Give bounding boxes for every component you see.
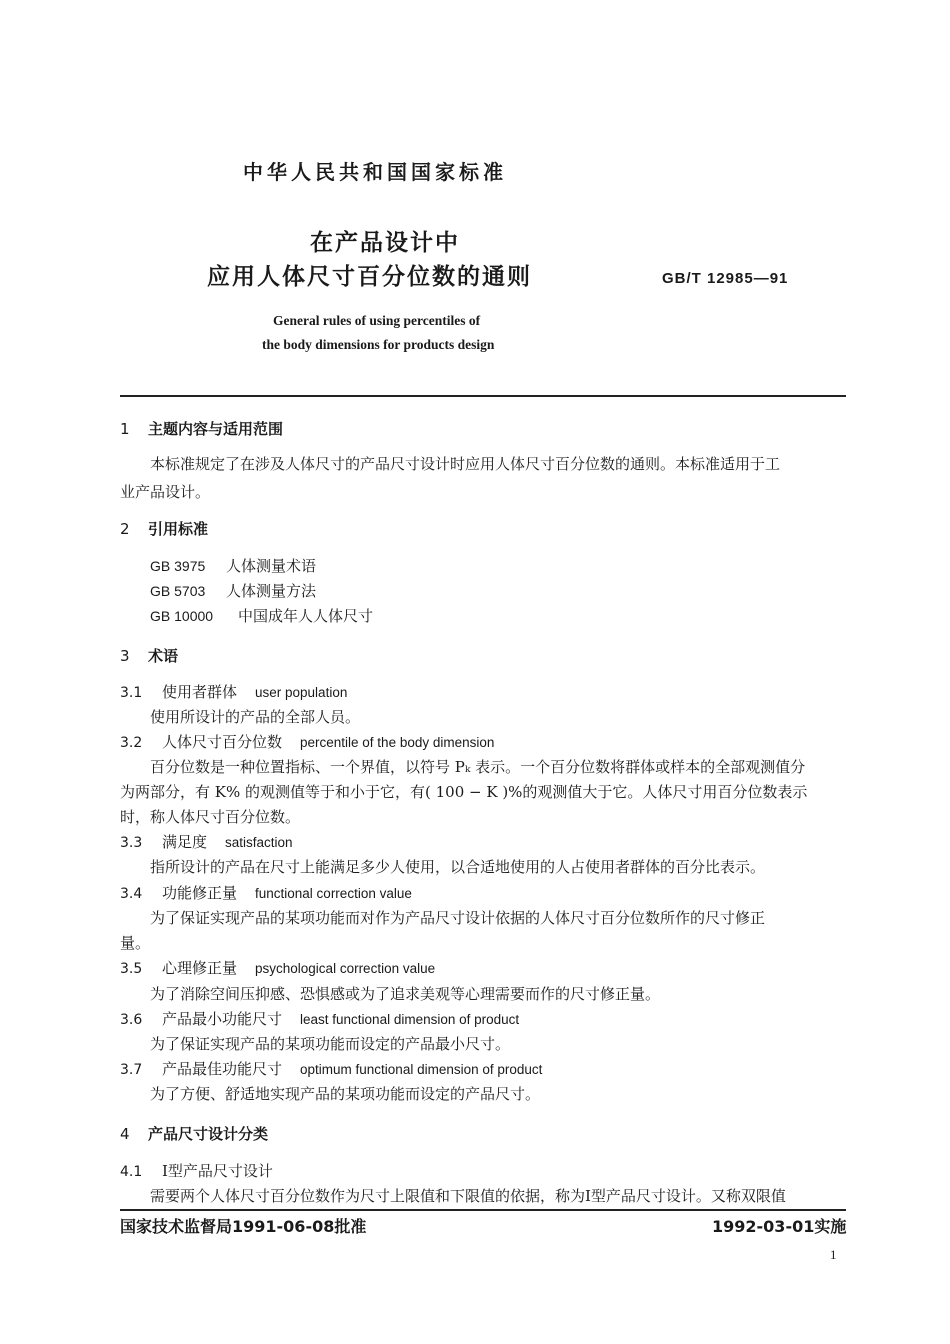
reference-name: 人体测量术语	[226, 557, 317, 575]
term-number: 3.5	[120, 961, 143, 977]
term-chinese: 产品最小功能尺寸	[162, 1010, 283, 1028]
section-number: 3	[120, 647, 130, 665]
term-definition: 为了保证实现产品的某项功能而对作为产品尺寸设计依据的人体尺寸百分位数所作的尺寸修正	[150, 909, 766, 927]
term-definition: 时，称人体尺寸百分位数。	[120, 808, 301, 826]
term-chinese: 心理修正量	[162, 959, 238, 977]
term-number: 3.6	[120, 1012, 143, 1028]
term-definition: 使用所设计的产品的全部人员。	[150, 708, 361, 726]
term-entry	[120, 882, 412, 903]
term-chinese: 人体尺寸百分位数	[162, 733, 283, 751]
title-line-2: 应用人体尺寸百分位数的通则	[207, 264, 532, 290]
section-number: 4	[120, 1125, 130, 1143]
page-number: 1	[830, 1247, 837, 1262]
approval-statement: 国家技术监督局1991-06-08批准	[120, 1217, 367, 1236]
footer-divider	[120, 1209, 846, 1211]
section-1-heading	[120, 418, 283, 439]
subsection-title: Ⅰ型产品尺寸设计	[162, 1162, 273, 1180]
section-1-paragraph-line-2: 业产品设计。	[120, 483, 211, 501]
english-title-line-2: the body dimensions for products design	[262, 337, 495, 352]
section-title: 产品尺寸设计分类	[148, 1125, 269, 1143]
term-english: psychological correction value	[255, 961, 436, 976]
reference-item	[150, 555, 316, 576]
reference-name: 人体测量方法	[226, 582, 317, 600]
section-number: 1	[120, 420, 130, 438]
term-english: percentile of the body dimension	[300, 735, 495, 750]
section-title: 引用标准	[148, 520, 209, 538]
section-3-heading	[120, 645, 178, 666]
term-english: least functional dimension of product	[300, 1012, 520, 1027]
section-4-heading	[120, 1123, 268, 1144]
implementation-date: 1992-03-01实施	[712, 1217, 847, 1236]
standard-code: GB/T 12985—91	[662, 270, 789, 287]
term-chinese: 满足度	[162, 833, 208, 851]
section-title: 主题内容与适用范围	[148, 420, 284, 438]
term-entry	[120, 681, 347, 702]
term-definition: 百分位数是一种位置指标、一个界值，以符号 Pₖ 表示。一个百分位数将群体或样本的全部观测值分	[150, 758, 806, 776]
reference-item	[150, 580, 316, 601]
term-english: optimum functional dimension of product	[300, 1062, 543, 1077]
subsection-number: 4.1	[120, 1164, 143, 1180]
term-number: 3.1	[120, 685, 143, 701]
term-definition: 指所设计的产品在尺寸上能满足多少人使用，以合适地使用的人占使用者群体的百分比表示。	[150, 858, 766, 876]
term-number: 3.3	[120, 835, 143, 851]
term-definition: 为了方便、舒适地实现产品的某项功能而设定的产品尺寸。	[150, 1085, 541, 1103]
term-entry	[120, 831, 293, 852]
term-definition: 量。	[120, 934, 151, 952]
term-chinese: 使用者群体	[162, 683, 238, 701]
term-entry	[120, 957, 435, 978]
reference-name: 中国成年人人体尺寸	[238, 607, 374, 625]
term-entry	[120, 731, 494, 752]
section-2-heading	[120, 518, 208, 539]
reference-code: GB 10000	[150, 608, 214, 624]
term-number: 3.7	[120, 1062, 143, 1078]
term-english: satisfaction	[225, 835, 293, 850]
term-definition: 为两部分，有 K% 的观测值等于和小于它，有( 100 − K )%的观测值大于它。人体尺寸用百分位数表示	[120, 783, 808, 801]
term-definition: 为了保证实现产品的某项功能而设定的产品最小尺寸。	[150, 1035, 511, 1053]
term-chinese: 功能修正量	[162, 884, 238, 902]
english-title-line-1: General rules of using percentiles of	[273, 313, 481, 328]
term-number: 3.4	[120, 886, 143, 902]
term-english: functional correction value	[255, 886, 412, 901]
reference-code: GB 3975	[150, 558, 206, 574]
term-entry	[120, 1058, 542, 1079]
term-chinese: 产品最佳功能尺寸	[162, 1060, 283, 1078]
term-definition: 为了消除空间压抑感、恐惧感或为了追求美观等心理需要而作的尺寸修正量。	[150, 985, 661, 1003]
section-4-paragraph-line-1: 需要两个人体尺寸百分位数作为尺寸上限值和下限值的依据，称为Ⅰ型产品尺寸设计。又称双限值	[150, 1187, 786, 1205]
title-line-1: 在产品设计中	[310, 230, 460, 256]
national-standard-heading: 中华人民共和国国家标准	[243, 160, 507, 184]
section-number: 2	[120, 520, 130, 538]
section-title: 术语	[148, 647, 179, 665]
term-english: user population	[255, 685, 348, 700]
term-entry	[120, 1008, 519, 1029]
reference-code: GB 5703	[150, 583, 206, 599]
term-number: 3.2	[120, 735, 143, 751]
reference-item	[150, 605, 373, 626]
subsection-4-1-heading	[120, 1160, 273, 1181]
section-1-paragraph-line-1: 本标准规定了在涉及人体尺寸的产品尺寸设计时应用人体尺寸百分位数的通则。本标准适用于工	[150, 455, 781, 473]
header-divider	[120, 395, 846, 397]
